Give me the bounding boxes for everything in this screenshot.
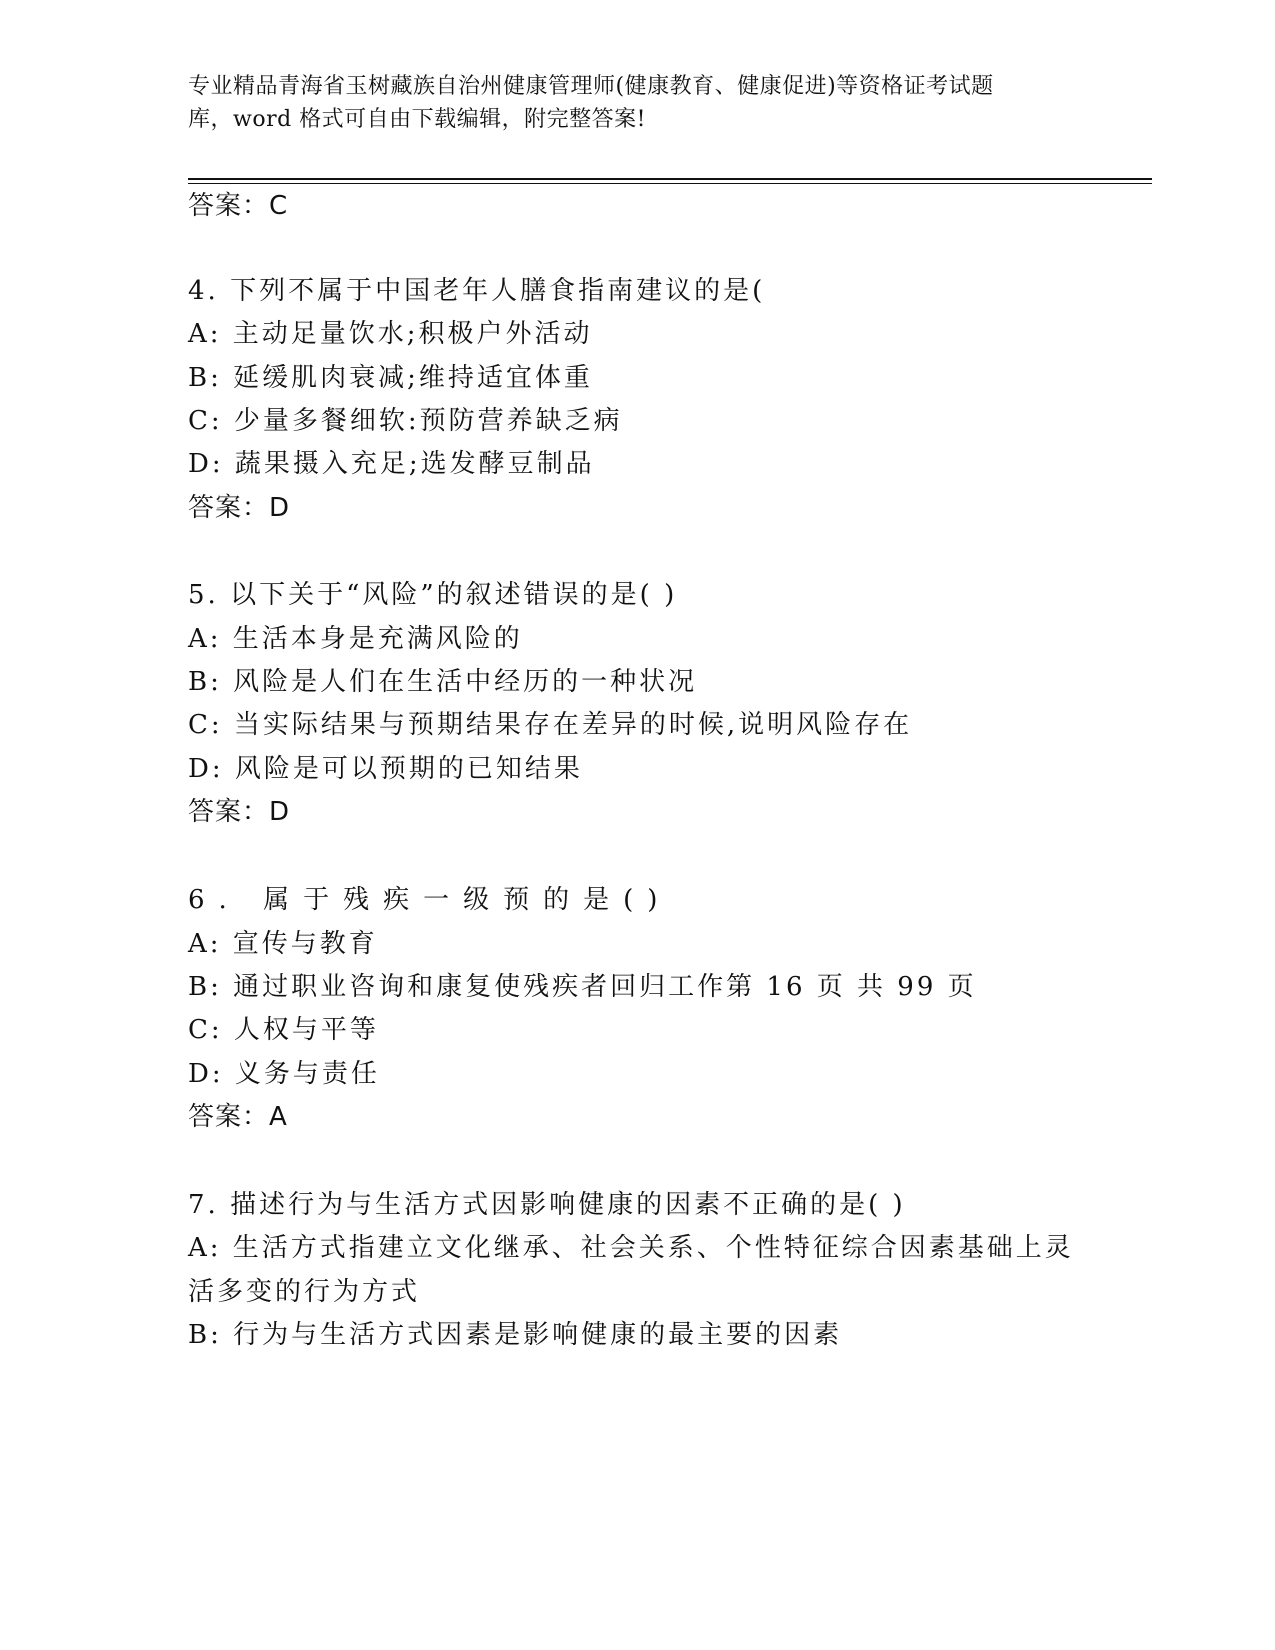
question-5-option-d: D: 风险是可以预期的已知结果 bbox=[188, 754, 583, 784]
question-5-stem: 5. 以下关于“风险”的叙述错误的是( ) bbox=[188, 580, 678, 610]
header-line-1: 专业精品青海省玉树藏族自治州健康管理师(健康教育、健康促进)等资格证考试题 bbox=[188, 74, 994, 99]
document-header bbox=[188, 70, 1088, 136]
question-4-option-b: B: 延缓肌肉衰减;维持适宜体重 bbox=[188, 363, 593, 393]
question-7-stem: 7. 描述行为与生活方式因影响健康的因素不正确的是( ) bbox=[188, 1190, 906, 1220]
question-6-answer: 答案：A bbox=[188, 1102, 288, 1132]
question-6-option-c: C: 人权与平等 bbox=[188, 1015, 379, 1045]
question-7-option-b: B: 行为与生活方式因素是影响健康的最主要的因素 bbox=[188, 1320, 843, 1350]
question-4-option-c: C: 少量多餐细软:预防营养缺乏病 bbox=[188, 406, 623, 436]
question-7-option-a-continued: 活多变的行为方式 bbox=[188, 1277, 421, 1307]
question-4-stem: 4. 下列不属于中国老年人膳食指南建议的是( bbox=[188, 276, 766, 306]
question-5-option-c: C: 当实际结果与预期结果存在差异的时候,说明风险存在 bbox=[188, 710, 913, 740]
question-6-option-b: B: 通过职业咨询和康复使残疾者回归工作第 16 页 共 99 页 bbox=[188, 972, 977, 1002]
header-rule-thick bbox=[188, 178, 1152, 180]
question-6-stem: 6. 属于残疾一级预的是() bbox=[188, 885, 672, 915]
question-4-option-d: D: 蔬果摄入充足;选发酵豆制品 bbox=[188, 449, 595, 479]
question-6-option-d: D: 义务与责任 bbox=[188, 1059, 380, 1089]
question-6-option-a: A: 宣传与教育 bbox=[188, 929, 378, 959]
question-5-option-a: A: 生活本身是充满风险的 bbox=[188, 624, 523, 654]
question-5-option-b: B: 风险是人们在生活中经历的一种状况 bbox=[188, 667, 698, 697]
question-4-answer: 答案：D bbox=[188, 493, 291, 523]
header-rule-thin bbox=[188, 183, 1152, 184]
answer-prev: 答案：C bbox=[188, 191, 289, 221]
question-7-option-a: A: 生活方式指建立文化继承、社会关系、个性特征综合因素基础上灵 bbox=[188, 1233, 1074, 1263]
question-5-answer: 答案：D bbox=[188, 797, 291, 827]
question-4-option-a: A: 主动足量饮水;积极户外活动 bbox=[188, 319, 593, 349]
header-line-2: 库，word 格式可自由下载编辑，附完整答案! bbox=[188, 107, 647, 132]
